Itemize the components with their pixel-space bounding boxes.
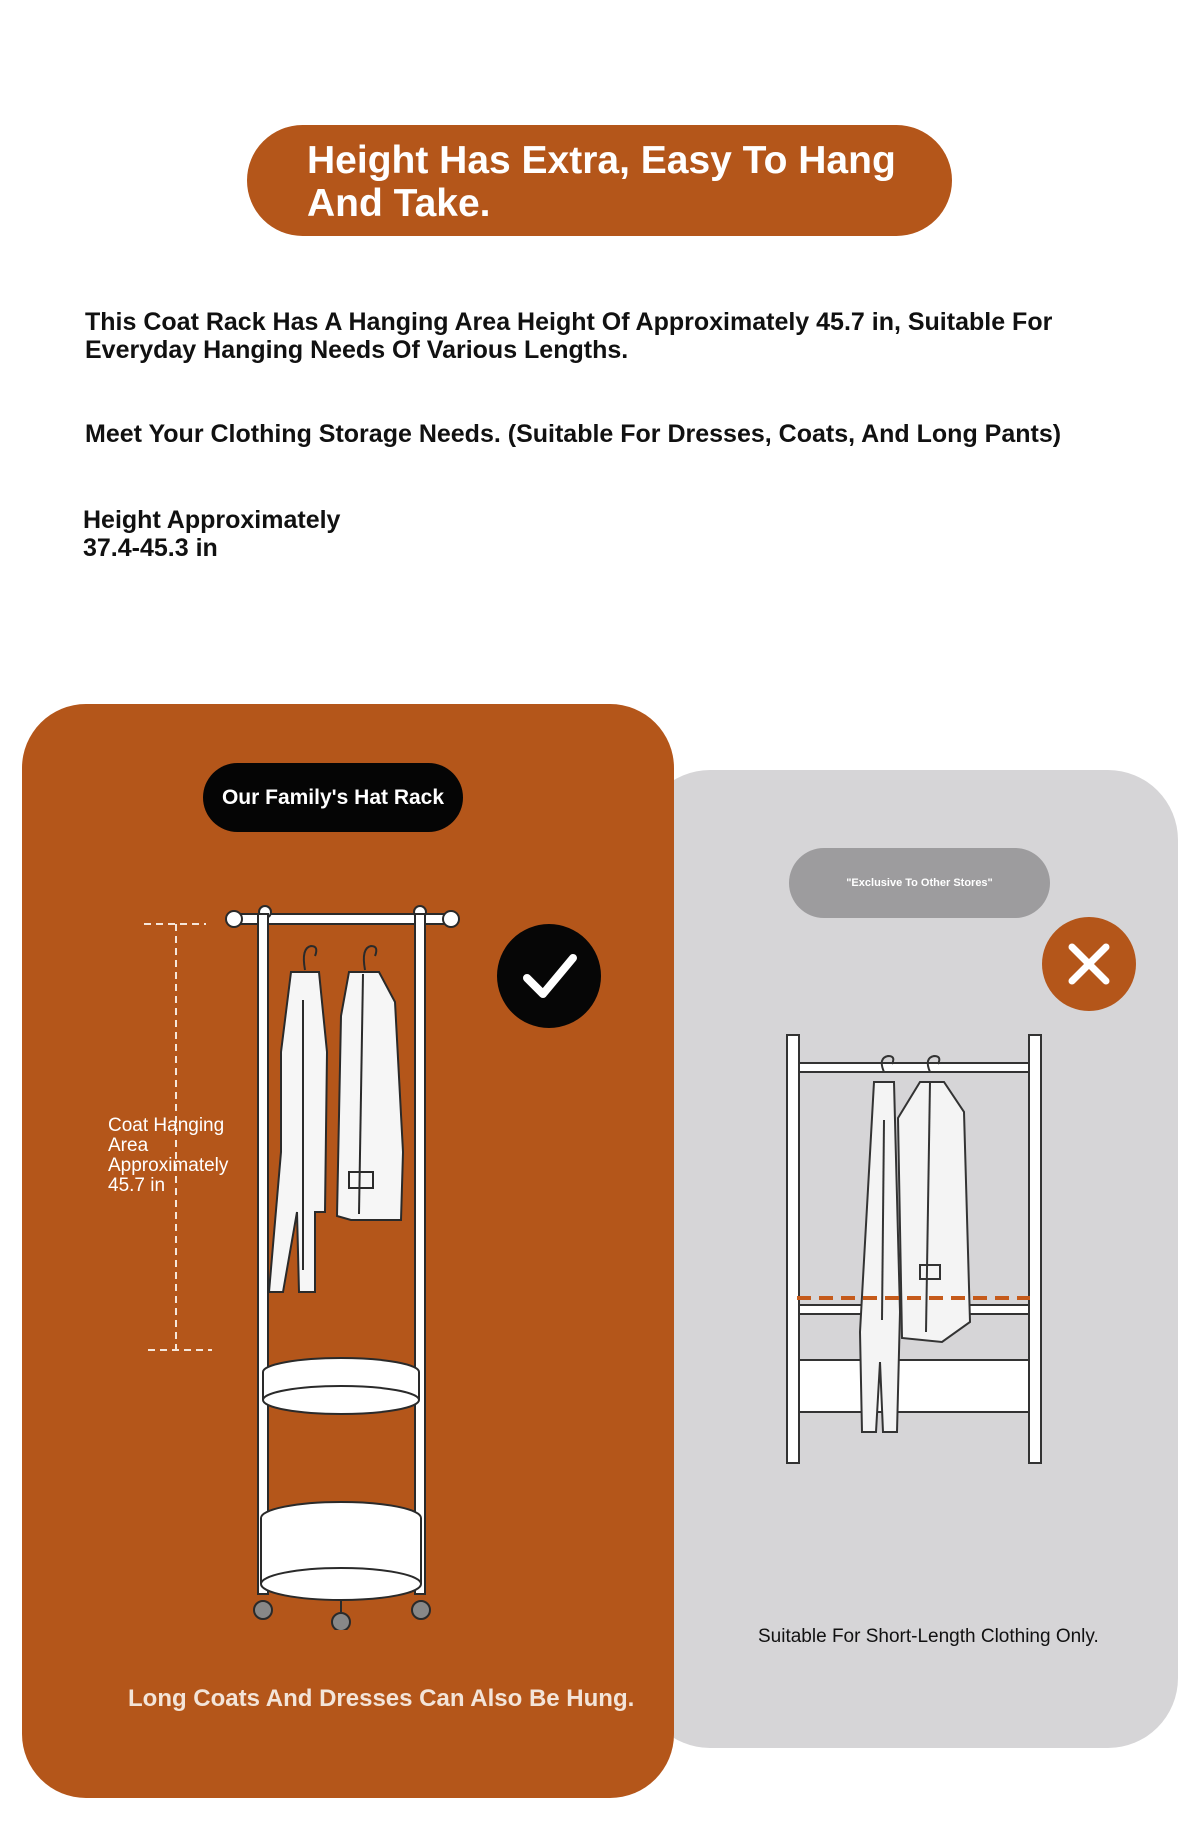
measure-line4: 45.7 in [108, 1175, 166, 1196]
measure-line1: Coat Hanging [108, 1115, 225, 1136]
check-icon [497, 924, 601, 1028]
other-rack-illustration [780, 1030, 1050, 1470]
our-rack-caption: Long Coats And Dresses Can Also Be Hung. [128, 1685, 635, 1712]
our-rack-badge: Our Family's Hat Rack [203, 763, 463, 832]
header-title-line2: And Take. [307, 182, 491, 225]
other-stores-caption: Suitable For Short-Length Clothing Only. [758, 1626, 1099, 1647]
measure-line3: Approximately [108, 1155, 229, 1176]
other-stores-badge: "Exclusive To Other Stores" [789, 848, 1050, 918]
storage-needs-description: Meet Your Clothing Storage Needs. (Suitable For Dresses, Coats, And Long Pants) [85, 420, 1062, 448]
header-title-line1: Height Has Extra, Easy To Hang [307, 139, 896, 182]
measure-line2: Area [108, 1135, 149, 1156]
cross-icon [1042, 917, 1136, 1011]
hanging-area-description [85, 308, 1085, 364]
height-line1: Height Approximately [83, 506, 341, 534]
hanging-area-line2: Everyday Hanging Needs Of Various Lengths. [85, 336, 629, 364]
header-banner [247, 125, 952, 236]
our-rack-illustration [225, 900, 465, 1630]
height-line2: 37.4-45.3 in [83, 534, 218, 562]
height-description [83, 506, 483, 562]
header-title [307, 139, 907, 225]
hanging-area-line1: This Coat Rack Has A Hanging Area Height Of Approximately 45.7 in, Suitable For [85, 308, 1053, 336]
